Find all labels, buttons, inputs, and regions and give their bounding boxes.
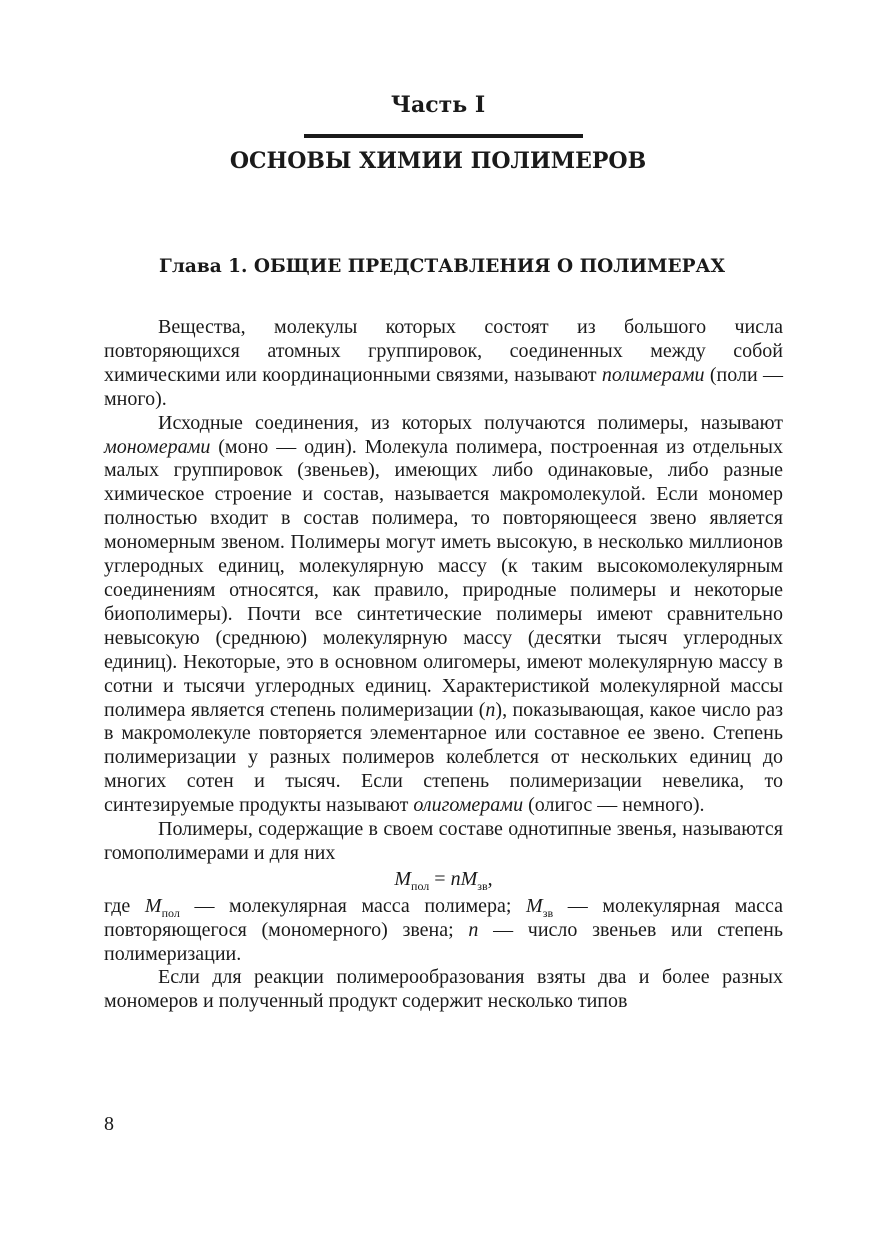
formula-punct: , <box>487 867 493 890</box>
paragraph-monomers <box>104 412 783 818</box>
text-run: (олигос — немного). <box>523 794 705 817</box>
formula-equals: = <box>429 867 451 890</box>
formula-subscript: зв <box>477 878 488 893</box>
body-text <box>104 316 783 1014</box>
paragraph-homopolymers: Полимеры, содержащие в своем составе однотипные звенья, называются гомополимерами и для них <box>104 818 783 864</box>
paragraph-copolymers: Если для реакции полимерообразования взяты два и более разных мономеров и полученный продукт содержит несколько типов <box>104 966 783 1013</box>
term-polymers: полимерами <box>601 363 705 386</box>
text-run: Исходные соединения, из которых получаются полимеры, называют <box>158 411 783 434</box>
text-run: ), показывающая, какое число раз в макромолекуле повторяется элементарное или составное ее звено. Степень полимеризации у разных полимеров колеблется от нескольких единиц до многих сотен и тысяч. Если степень полимеризации невелика, то синтезируемые продукты называют <box>104 698 783 817</box>
text-run: (моно — один). Молекула полимера, построенная из отдельных малых группировок (звеньев), имеющих либо одинаковые, либо разные химическое строение и состав, называется макромолекулой. Если мономер полностью входит в состав полимера, то повторяющееся звено является мономерным звеном. Полимеры могут иметь высокую, в несколько миллионов углеродных единиц, молекулярную массу (к таким высокомолекулярным соединениям относятся, как правило, природные полимеры и некоторые биополимеры). Почти все синтетические полимеры имеют сравнительно невысокую (среднюю) молекулярную массу (десятки тысяч углеродных единиц). Некоторые, это в основном олигомеры, имеют молекулярную массу в сотни и тысячи углеродных единиц. Характеристикой молекулярной массы полимера является степень полимеризации ( <box>104 435 783 721</box>
part-title: ОСНОВЫ ХИМИИ ПОЛИМЕРОВ <box>229 148 647 174</box>
formula-symbol: M <box>526 894 543 917</box>
formula-symbol: M <box>394 867 412 890</box>
text-run: где <box>104 894 145 917</box>
term-monomers: мономерами <box>104 435 211 458</box>
formula-symbol: n <box>450 867 461 890</box>
part-label: Часть I <box>390 92 486 118</box>
formula-symbol: M <box>144 894 162 917</box>
formula-molecular-mass <box>104 868 783 892</box>
formula-subscript: пол <box>161 905 180 920</box>
formula-subscript: зв <box>542 905 554 920</box>
paragraph-polymers-definition <box>104 316 783 412</box>
symbol-n: n <box>485 698 496 721</box>
page-number: 8 <box>104 1113 114 1135</box>
term-oligomers: олигомерами <box>413 794 524 817</box>
text-run: — число звеньев или степень полимеризации. <box>104 918 783 965</box>
text-run: — молекулярная масса полимера; <box>179 894 527 917</box>
formula-symbol: n <box>468 918 479 941</box>
chapter-title: Глава 1. ОБЩИЕ ПРЕДСТАВЛЕНИЯ О ПОЛИМЕРАХ <box>159 256 725 277</box>
text-run: — молекулярная масса повторяющегося (мономерного) звена; <box>104 894 784 941</box>
paragraph-formula-legend <box>104 895 783 967</box>
formula-subscript: пол <box>411 878 430 893</box>
part-divider <box>304 134 583 138</box>
formula-symbol: M <box>460 867 478 890</box>
text-run: Вещества, молекулы которых состоят из большого числа повторяющихся атомных группировок, соединенных между собой химическими или координационными связями, называют <box>104 316 783 386</box>
text-run: (поли — много). <box>104 363 783 410</box>
